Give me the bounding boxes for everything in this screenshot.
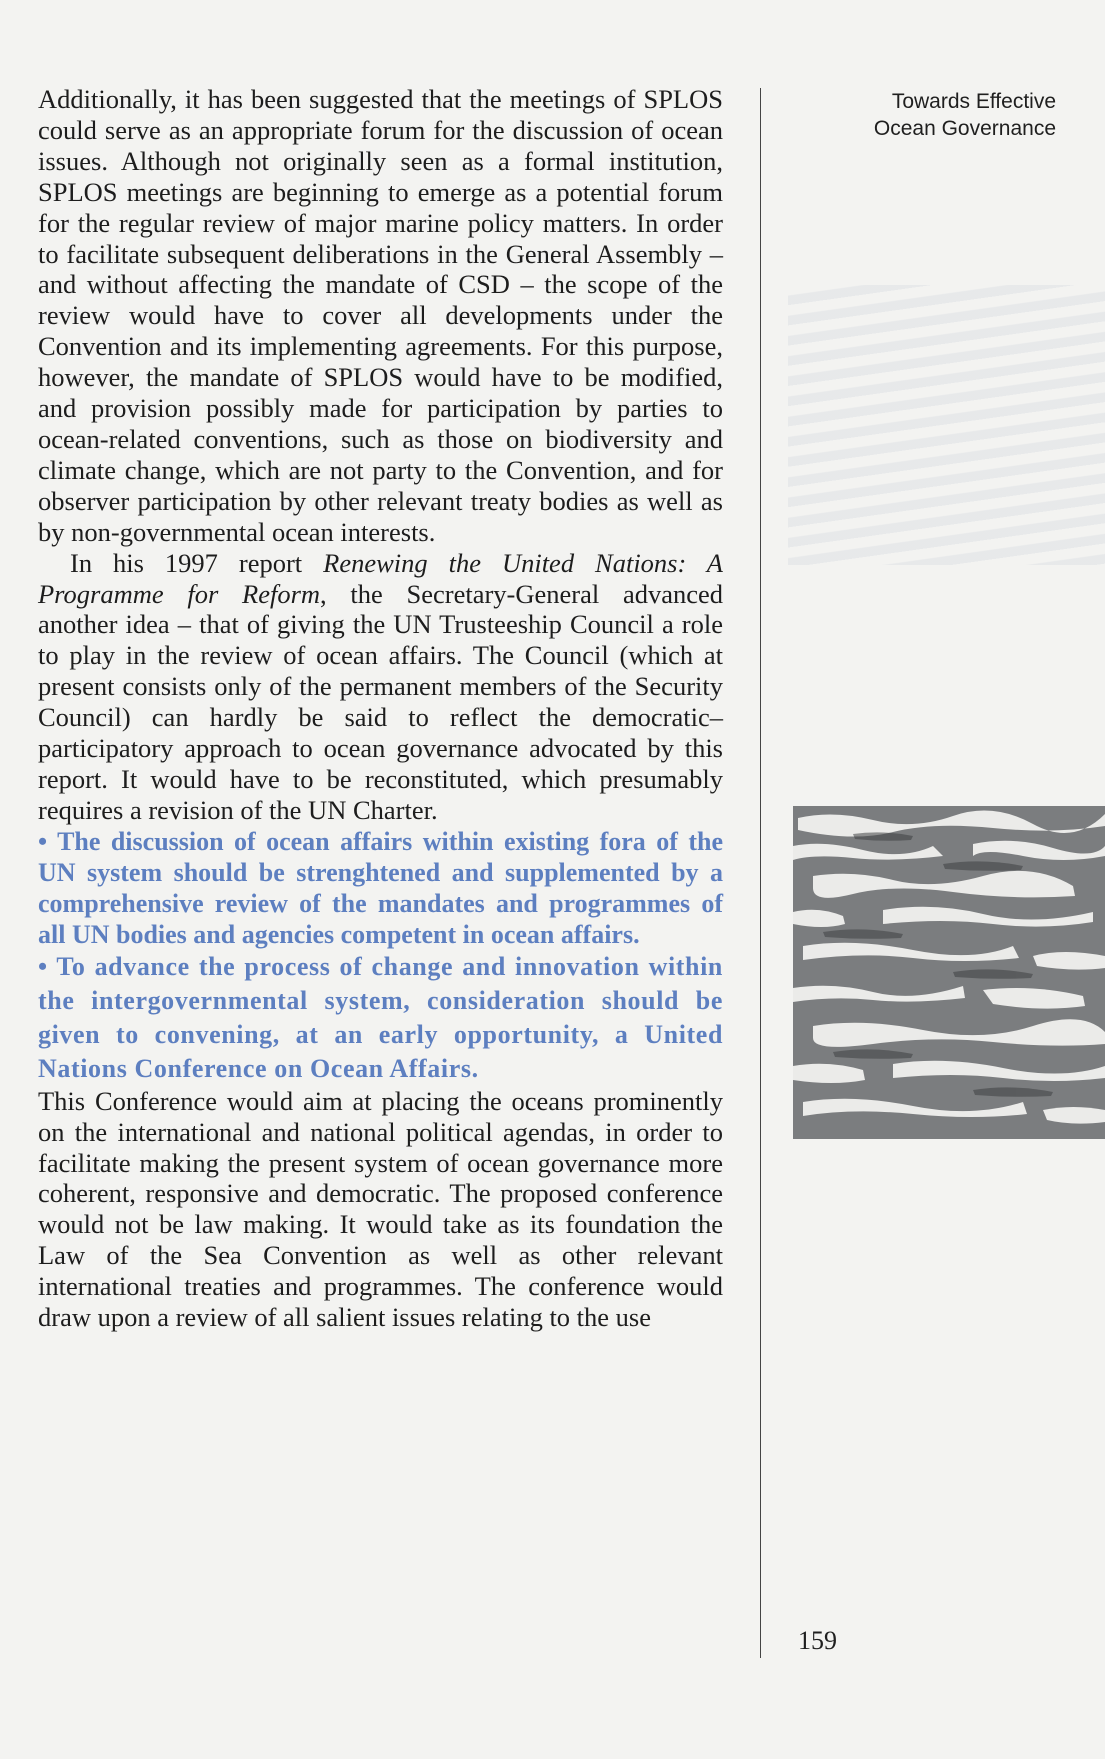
sea-photo (793, 806, 1105, 1139)
page-number: 159 (798, 1626, 837, 1655)
paragraph-secretary-general-report (38, 548, 723, 826)
main-text-column (38, 84, 723, 1333)
running-head-line-2: Ocean Governance (873, 117, 1056, 140)
paragraph-splos: Additionally, it has been suggested that the meetings of SPLOS could serve as an appropriate forum for the discussion of ocean issues. Although not originally seen as a formal institution, SPLOS meetings are beginning to emerge as a potential forum for the regular review of major marine policy matters. In order to facilitate subsequent deliberations in the General Assembly – and without affecting the mandate of CSD – the scope of the review would have to cover all developments under the Convention and its implementing agreements. For this purpose, however, the mandate of SPLOS would have to be modified, and provision possibly made for participation by parties to ocean-related conventions, such as those on biodiversity and climate change, which are not party to the Convention, and for observer participation by other relevant treaty bodies as well as by non-governmental ocean interests. (38, 84, 723, 547)
running-head-line-1: Towards Effective (891, 90, 1056, 113)
recommendation-un-conference: • To advance the process of change and innovation within the intergovernmental system, consideration should be given to convening, at an early opportunity, a United Nations Conference on Ocean Affairs. (38, 951, 723, 1083)
paragraph-conference-aims: This Conference would aim at placing the oceans prominently on the international and national political agendas, in order to facilitate making the present system of ocean governance more coherent, responsive and democratic. The proposed conference would not be law making. It would take as its foundation the Law of the Sea Convention as well as other relevant international treaties and programmes. The conference would draw upon a review of all salient issues relating to the use (38, 1085, 723, 1333)
column-divider (760, 88, 761, 1658)
paragraph-2-body: , the Secretary-General advanced another idea – that of giving the UN Trusteeship Council a role to play in the review of ocean affairs. The Council (which at present consists only of the permanent members of the Security Council) can hardly be said to reflect the democratic–participatory approach to ocean governance advocated by this report. It would have to be reconstituted, which presumably requires a revision of the UN Charter. (38, 578, 724, 825)
faded-sea-graphic (788, 285, 1105, 565)
running-head (800, 88, 1056, 142)
recommendation-review-mandates: • The discussion of ocean affairs within existing fora of the UN system should be strenghtened and supplemented by a comprehensive review of the mandates and programmes of all UN bodies and agencies competent in ocean affairs. (38, 826, 723, 949)
report-title: Renewing the United Nations: A Programme for Reform (38, 547, 723, 609)
sea-wave-pattern (793, 806, 1105, 1139)
paragraph-2-intro: In his 1997 report (70, 547, 324, 578)
